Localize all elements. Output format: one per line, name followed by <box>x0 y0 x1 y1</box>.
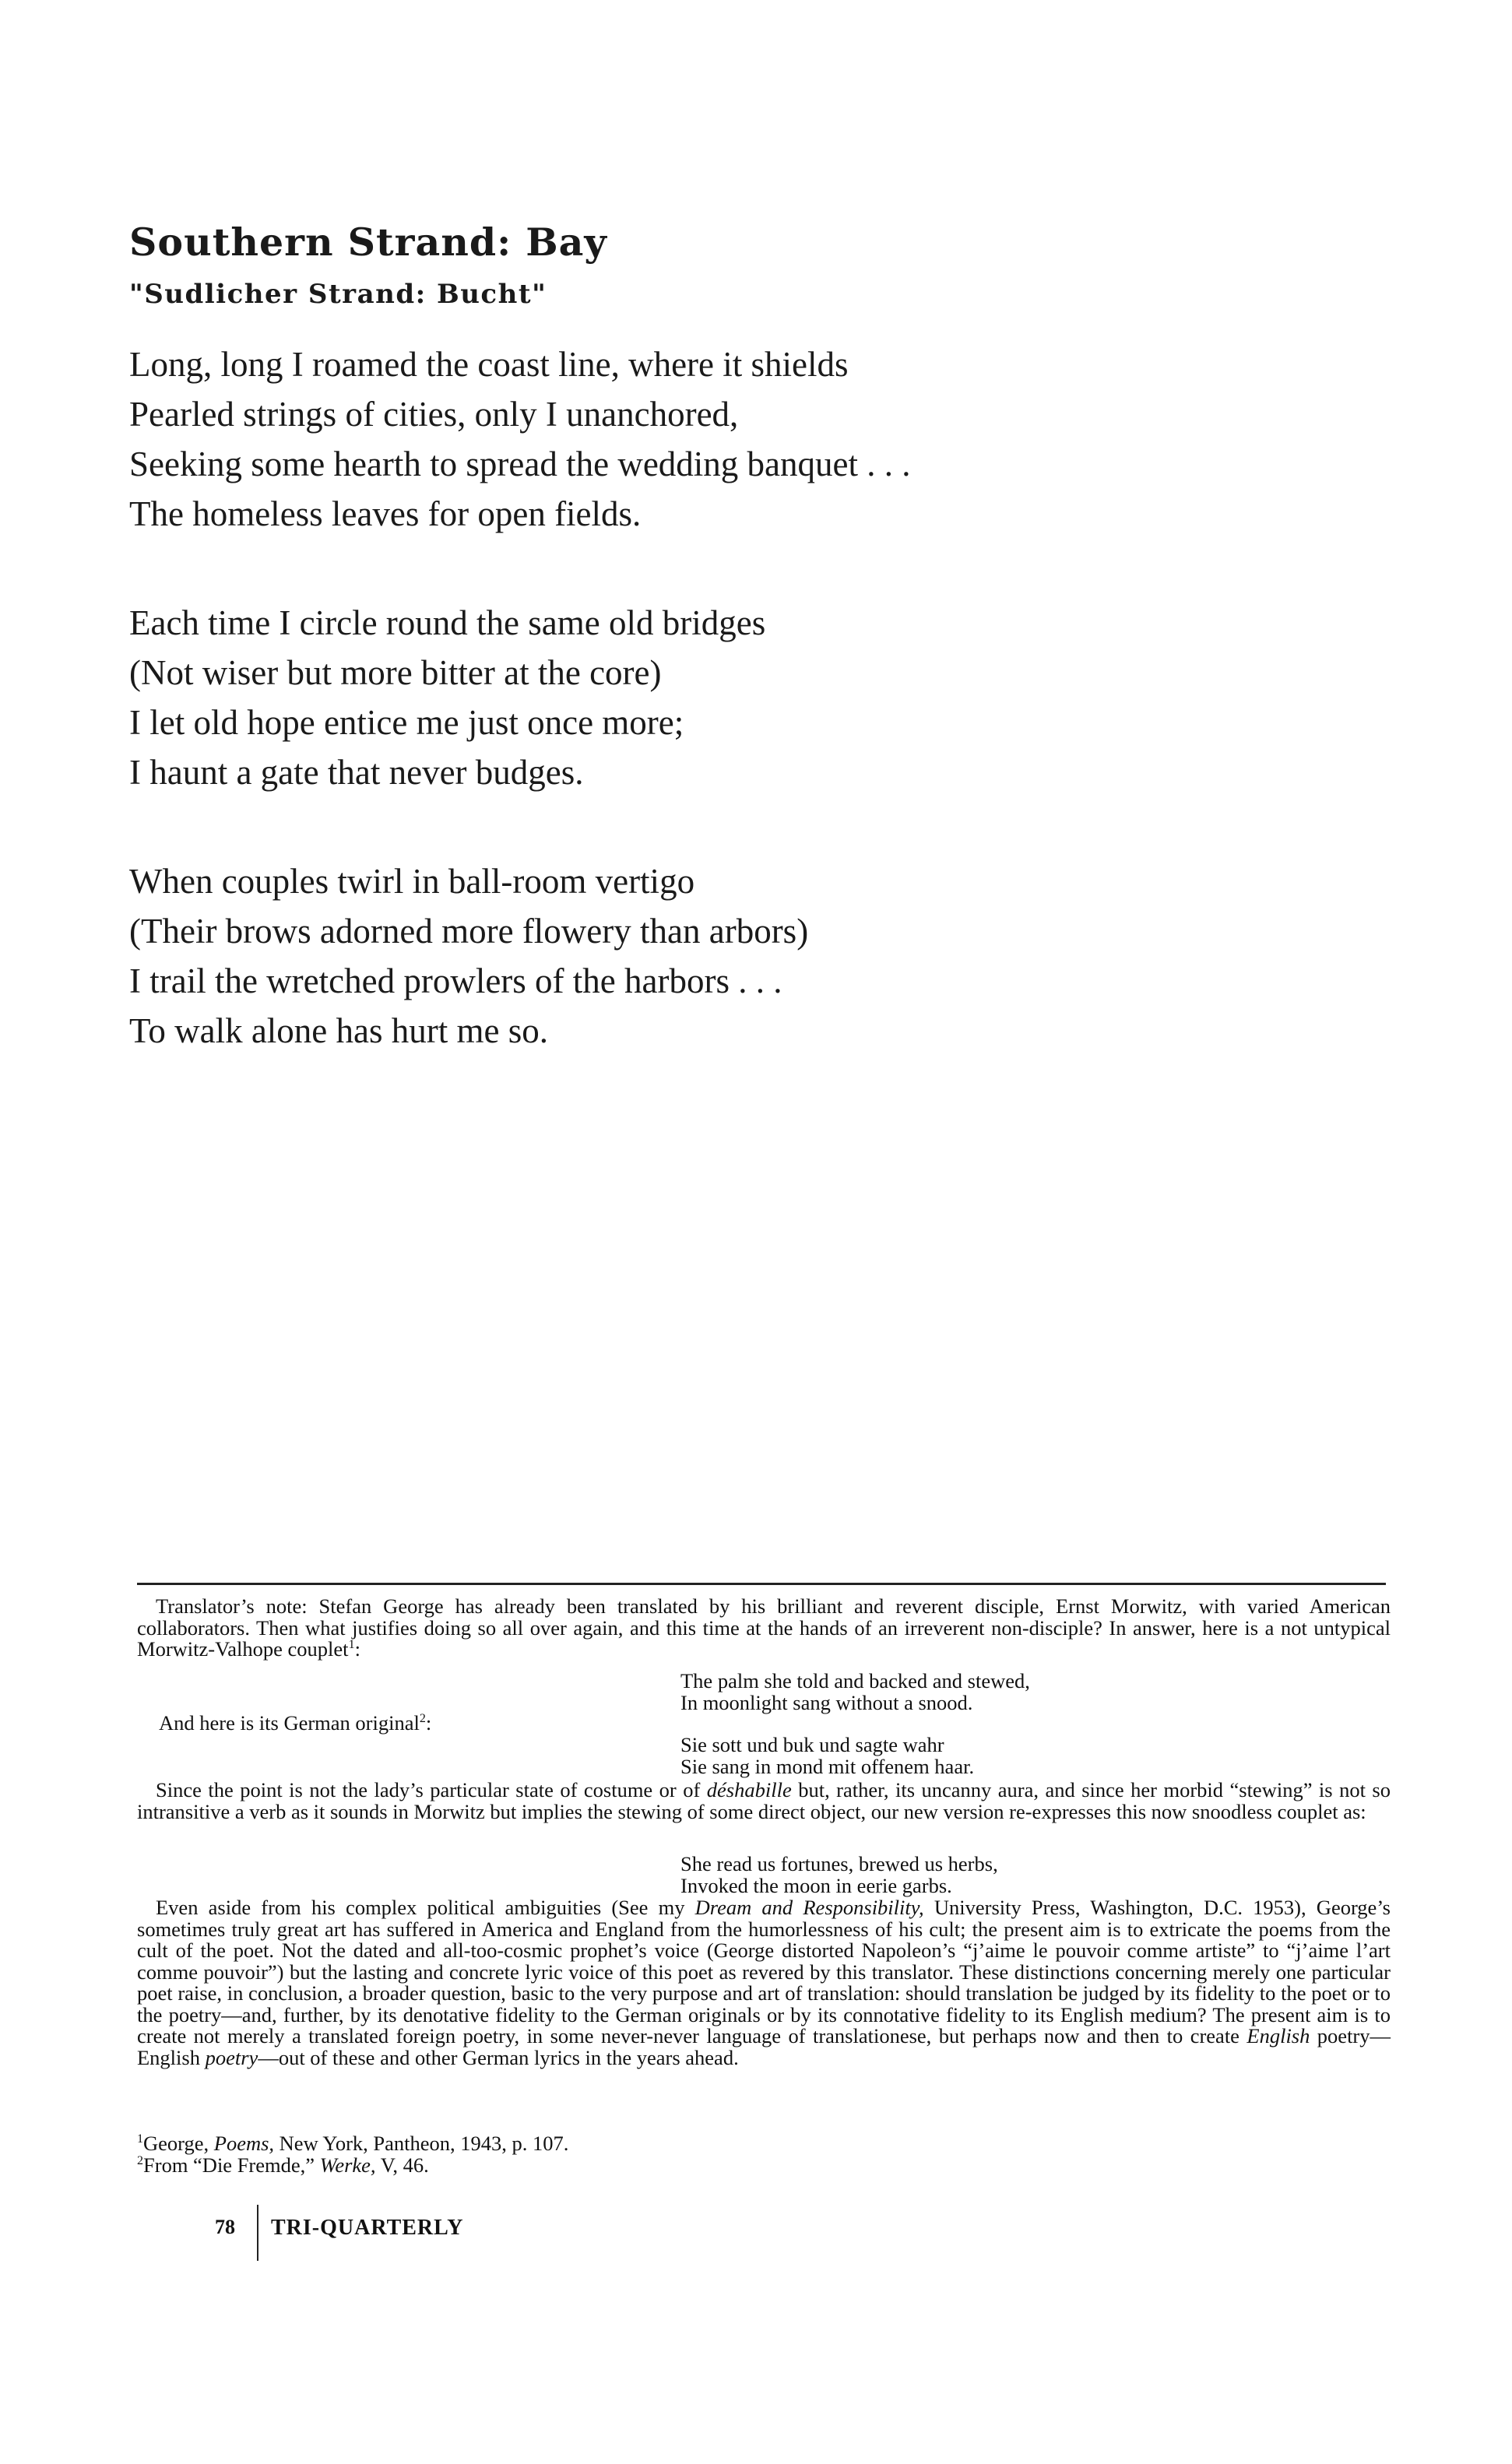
poem-line: I trail the wretched prowlers of the harbors . . . <box>129 961 782 1000</box>
translator-note-since <box>137 1780 1391 1823</box>
german-couplet <box>680 1735 974 1777</box>
note-paragraph: Translator’s note: Stefan George has already been translated by his brilliant and reverent disciple, Ernst Morwitz, with varied American collaborators. Then what justifies doing so all over again, and this time at the hands of an irreverent non-disciple? In answer, here is a not untypical Morwitz-Valhope couplet$^1$: <box>137 1594 1391 1661</box>
translator-note-intro <box>137 1596 1391 1661</box>
stanza <box>129 856 808 1056</box>
footer-divider <box>257 2205 258 2261</box>
footnote-ref: 1 <box>348 1638 355 1652</box>
poem-subtitle: "Sudlicher Strand: Bucht" <box>129 279 547 310</box>
poem-line: Each time I circle round the same old bridges <box>129 603 766 642</box>
page-number: 78 <box>215 2216 235 2238</box>
footnote-divider <box>137 1583 1386 1585</box>
poem-line: When couples twirl in ball-room vertigo <box>129 862 695 901</box>
poem-line: To walk alone has hurt me so. <box>129 1011 548 1050</box>
poem-line: Pearled strings of cities, only I unanchored, <box>129 395 739 434</box>
footnotes <box>137 2133 568 2176</box>
poem-line: I haunt a gate that never budges. <box>129 753 584 792</box>
journal-name: TRI-QUARTERLY <box>271 2216 464 2240</box>
poem-line: (Their brows adorned more flowery than arbors) <box>129 912 809 951</box>
couplet-line: In moonlight sang without a snood. <box>680 1690 973 1714</box>
couplet-line: Sie sang in mond mit offenem haar. <box>680 1754 975 1778</box>
couplet-line: The palm she told and backed and stewed, <box>680 1669 1030 1692</box>
couplet-line: She read us fortunes, brewed us herbs, <box>680 1852 998 1875</box>
german-original-label: And here is its German original$^2$: <box>159 1711 432 1735</box>
poem-line: Long, long I roamed the coast line, where it shields <box>129 345 849 384</box>
stanza <box>129 598 765 797</box>
poem-line: (Not wiser but more bitter at the core) <box>129 653 662 692</box>
note-paragraph: Even aside from his complex political ambiguities (See my Dream and Responsibility, University Press, Washington, D.C. 1953), George’s sometimes truly great art has suffered in America and England from the humorlessness of his cult; the present aim is to extricate the poems from the cult of the poet. Not the dated and all-too-cosmic prophet’s voice (George distorted Napoleon’s “j’aime le pouvoir comme artiste” to “j’aime l’art comme pouvoir”) but the lasting and concrete lyric voice of this poet as revered by this translator. These distinctions concerning merely one particular poet raise, in conclusion, a broader question, basic to the very purpose and art of translation: should translation be judged by its fidelity to the poet or to the poetry—and, further, by its denotative fidelity to the German originals or by its connotative fidelity to its English medium? The present aim is to create not merely a translated foreign poetry, in some never-never language of translationese, but perhaps now and then to create English poetry—English poetry—out of these and other German lyrics in the years ahead. <box>137 1896 1391 2069</box>
poem-line: I let old hope entice me just once more; <box>129 703 684 742</box>
note-paragraph: Since the point is not the lady’s particular state of costume or of déshabille but, rather, its uncanny aura, and since her morbid “stewing” is not so intransitive a verb as it sounds in Morwitz but implies the stewing of some direct object, our new version re-expresses this now snoodless couplet as: <box>137 1778 1391 1823</box>
couplet-line: Invoked the moon in eerie garbs. <box>680 1873 952 1897</box>
couplet-line: Sie sott und buk und sagte wahr <box>680 1733 944 1756</box>
stanza <box>129 339 911 539</box>
footnote: $^1$George, Poems, New York, Pantheon, 1943, p. 107. <box>137 2132 569 2155</box>
new-version-couplet <box>680 1854 998 1896</box>
poem-line: The homeless leaves for open fields. <box>129 494 642 533</box>
translator-note-even <box>137 1897 1391 2069</box>
footnote-ref: 2 <box>419 1712 426 1726</box>
footnote: $^2$From “Die Fremde,” Werke, V, 46. <box>137 2153 429 2177</box>
translation-couplet <box>680 1671 1030 1714</box>
poem-title: Southern Strand: Bay <box>129 220 607 265</box>
poem-line: Seeking some hearth to spread the wedding banquet . . . <box>129 445 911 483</box>
